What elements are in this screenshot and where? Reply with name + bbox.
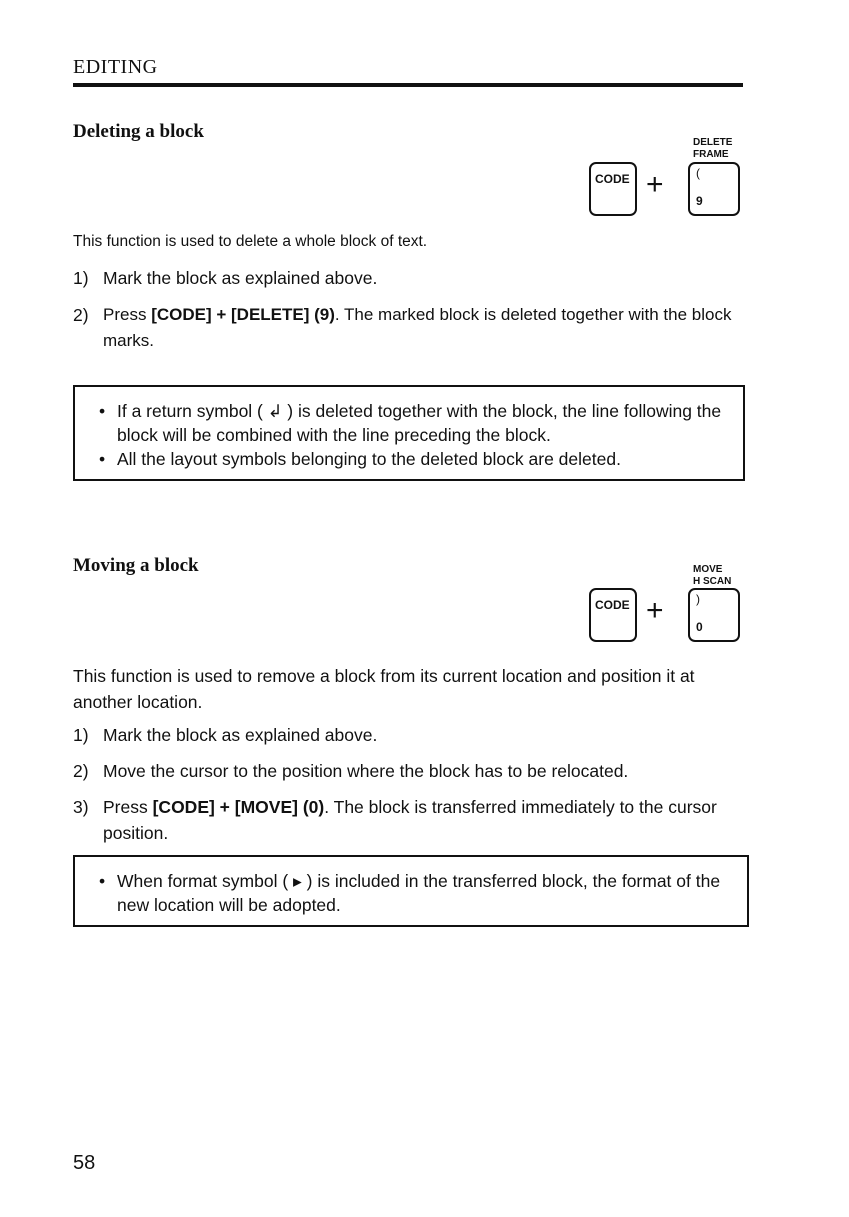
delete-intro: This function is used to delete a whole block of text. [73,233,428,250]
code-key-text: CODE [595,598,630,612]
delete-note-box [73,385,745,481]
step-number: 1) [73,268,89,288]
delete-key-label [693,137,732,161]
step-text-pre: Press [103,797,153,817]
plus-sign: + [646,168,664,201]
step-key-combo: [CODE] + [DELETE] (9) [151,305,335,324]
step-text-post: . The block is transferred immediately to the cursor position. [103,797,717,843]
header-rule [73,83,743,87]
step-number: 2) [73,761,89,781]
step-number: 2) [73,305,89,325]
step-number: 1) [73,725,89,745]
step-text: Mark the block as explained above. [103,268,378,288]
move-key-char-bottom: 0 [696,620,703,634]
delete-note-2: • All the layout symbols belonging to the deleted block are deleted. [99,447,723,471]
move-note-box [73,855,749,927]
move-note-1: • When format symbol ( ▸ ) is included in the transferred block, the format of the new location will be adopted. [99,869,723,917]
step-text-pre: Press [103,305,152,324]
delete-key-icon [688,162,740,216]
delete-key-char-bottom: 9 [696,194,703,208]
move-key-char-top: ) [696,592,700,606]
step-number: 3) [73,797,89,817]
move-key-label-line1: MOVE [693,564,723,575]
code-key-text: CODE [595,172,630,186]
delete-step-2 [73,302,745,354]
delete-section-title: Deleting a block [73,121,204,142]
step-text-post: . The marked block is deleted together with the block marks. [103,305,732,350]
move-key-label-line2: H SCAN [693,576,732,587]
delete-key-label-line2: FRAME [693,149,729,160]
move-intro: This function is used to remove a block from its current location and position it at another location. [73,666,695,712]
delete-note-1: • If a return symbol ( ↲ ) is deleted together with the block, the line following the block will be combined with the line preceding the block. [99,399,723,447]
delete-step-1 [73,265,745,291]
move-key-label [693,564,731,588]
page-number: 58 [73,1152,96,1174]
delete-key-label-line1: DELETE [693,137,733,148]
move-step-3 [73,794,749,846]
step-key-combo: [CODE] + [MOVE] (0) [152,797,325,817]
move-step-1 [73,722,745,748]
step-text: Mark the block as explained above. [103,725,378,745]
code-key-icon [589,588,637,642]
move-section-title: Moving a block [73,555,199,576]
step-text: Move the cursor to the position where the block has to be relocated. [103,761,629,781]
delete-key-char-top: ( [696,166,700,180]
plus-sign: + [646,594,664,627]
section-header: EDITING [73,56,158,78]
code-key-icon [589,162,637,216]
move-step-2 [73,758,745,784]
move-key-icon [688,588,740,642]
